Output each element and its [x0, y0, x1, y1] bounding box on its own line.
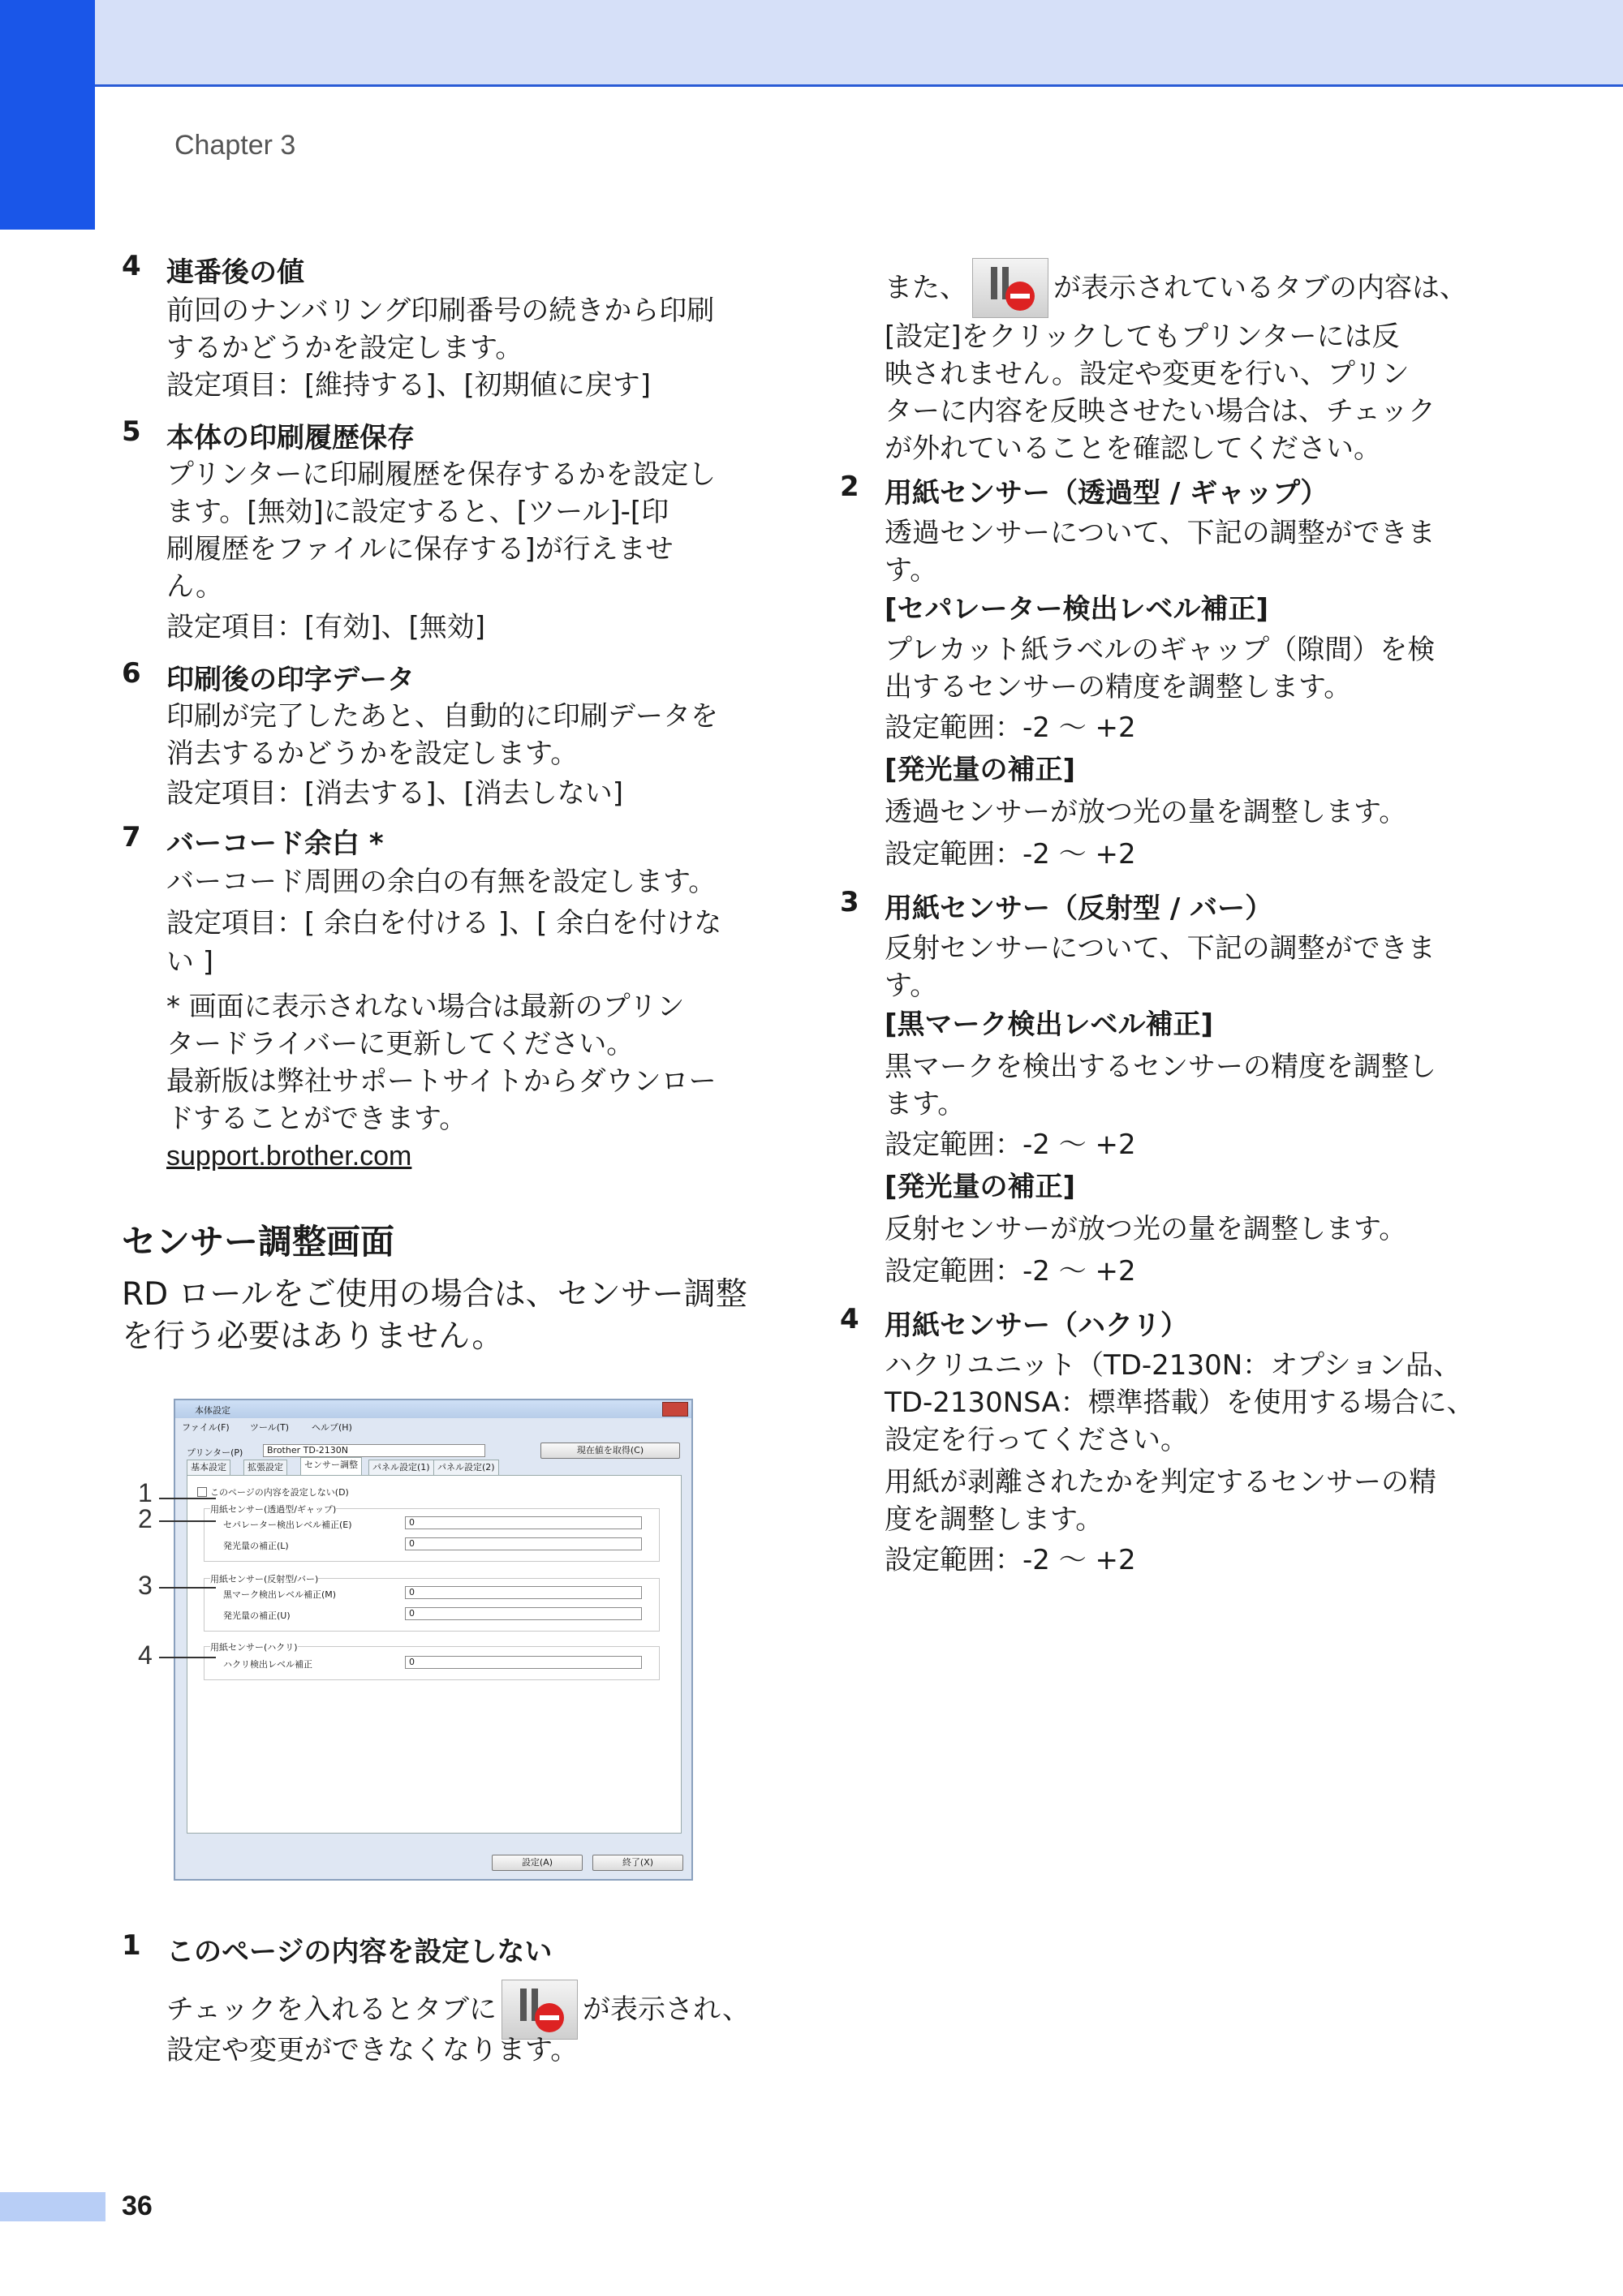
sub-heading: [黒マーク検出レベル補正]: [885, 1008, 1214, 1041]
item-number: 3: [840, 886, 859, 918]
item-setting: 設定項目：[維持する]、[初期値に戻す]: [166, 369, 652, 402]
exit-button[interactable]: 終了(X): [592, 1855, 683, 1871]
dialog-titlebar: [175, 1400, 691, 1418]
value-select[interactable]: 0: [405, 1586, 642, 1599]
checkbox-label: このページの内容を設定しない(D): [210, 1487, 349, 1498]
sub-heading: [セパレーター検出レベル補正]: [885, 593, 1269, 626]
callout-line: [159, 1520, 216, 1522]
item-setting: い ]: [166, 946, 214, 978]
note-text: が外れていることを確認してください。: [885, 432, 1381, 465]
callout-number: 2: [138, 1504, 153, 1533]
get-current-button[interactable]: 現在値を取得(C): [540, 1443, 680, 1459]
item-title: 用紙センサー（反射型 / バー）: [885, 892, 1273, 925]
lock-disabled-icon: [972, 258, 1048, 318]
item-note: タードライバーに更新してください。: [166, 1028, 635, 1060]
item-title: 連番後の値: [166, 256, 304, 289]
item-text: す。: [885, 970, 938, 1002]
item-number: 7: [122, 821, 141, 853]
row-label: セパレーター検出レベル補正(E): [223, 1520, 352, 1530]
tab-panel2[interactable]: パネル設定(2): [433, 1460, 499, 1476]
settings-dialog-screenshot: [174, 1399, 693, 1881]
row-label: 黒マーク検出レベル補正(M): [223, 1589, 337, 1600]
apply-button[interactable]: 設定(A): [492, 1855, 583, 1871]
item-note: ドすることができます。: [166, 1103, 467, 1135]
item-text: 前回のナンバリング印刷番号の続きから印刷: [166, 295, 715, 327]
item-note: * 画面に表示されない場合は最新のプリン: [166, 991, 685, 1023]
note-text: が表示されているタブの内容は、: [1053, 272, 1467, 304]
item-number: 4: [840, 1303, 859, 1335]
item-range: 設定範囲：-2 〜 +2: [885, 1129, 1136, 1161]
value-select[interactable]: 0: [405, 1537, 642, 1550]
callout-number: 1: [138, 1478, 153, 1507]
item-text: TD-2130NSA：標準搭載）を使用する場合に、: [885, 1387, 1474, 1419]
item-text: 反射センサーについて、下記の調整ができま: [885, 932, 1436, 965]
value-select[interactable]: 0: [405, 1607, 642, 1620]
item-text: す。: [885, 554, 938, 587]
tab-basic[interactable]: 基本設定: [187, 1460, 230, 1476]
section-intro: RD ロールをご使用の場合は、センサー調整: [122, 1276, 747, 1313]
note-text: また、: [885, 272, 967, 304]
tab-advanced[interactable]: 拡張設定: [243, 1460, 287, 1476]
tab-panel1[interactable]: パネル設定(1): [368, 1460, 434, 1476]
menu-help[interactable]: ヘルプ(H): [312, 1422, 352, 1433]
value-select[interactable]: 0: [405, 1516, 642, 1529]
note-text: 映されません。設定や変更を行い、プリン: [885, 358, 1410, 390]
item-text: プリンターに印刷履歴を保存するかを設定し: [166, 458, 717, 491]
callout-line: [159, 1587, 216, 1589]
item-setting: 設定項目：[有効]、[無効]: [166, 611, 486, 643]
item-text: するかどうかを設定します。: [166, 332, 523, 364]
page-number-band: [0, 2192, 105, 2221]
item-text: ハクリユニット（TD-2130N：オプション品、: [885, 1349, 1462, 1382]
item-text: ん。: [166, 570, 224, 603]
section-intro: を行う必要はありません。: [122, 1318, 504, 1355]
sub-heading: [発光量の補正]: [885, 1171, 1076, 1203]
group-label: 用紙センサー(ハクリ): [210, 1642, 298, 1653]
item-text: 刷履歴をファイルに保存する]が行えませ: [166, 533, 674, 565]
close-icon[interactable]: [662, 1402, 688, 1417]
item-setting: 設定項目：[ 余白を付ける ]、[ 余白を付けな: [166, 907, 722, 939]
item-range: 設定範囲：-2 〜 +2: [885, 1544, 1136, 1576]
printer-select[interactable]: Brother TD-2130N: [263, 1444, 485, 1457]
item-text: 用紙が剥離されたかを判定するセンサーの精: [885, 1466, 1436, 1498]
item-number: 4: [122, 250, 141, 282]
item-title: このページの内容を設定しない: [166, 1936, 553, 1968]
tab-panel: [187, 1475, 682, 1834]
item-text: 出するセンサーの精度を調整します。: [885, 671, 1352, 703]
item-text: チェックを入れるとタブに: [166, 1993, 497, 2026]
header-band: [0, 0, 1623, 84]
tab-sensor[interactable]: センサー調整: [300, 1457, 362, 1476]
item-title: 用紙センサー（透過型 / ギャップ）: [885, 477, 1328, 510]
item-text: ます。[無効]に設定すると、[ツール]-[印: [166, 496, 669, 528]
item-text: 設定や変更ができなくなります。: [166, 2034, 579, 2066]
item-number: 2: [840, 471, 859, 503]
group-label: 用紙センサー(透過型/ギャップ): [210, 1504, 337, 1515]
sub-heading: [発光量の補正]: [885, 754, 1076, 786]
disable-checkbox[interactable]: [197, 1487, 207, 1497]
support-link[interactable]: support.brother.com: [166, 1141, 412, 1172]
page-number: 36: [122, 2191, 153, 2221]
header-rule: [95, 84, 1623, 87]
menu-file[interactable]: ファイル(F): [182, 1422, 230, 1433]
callout-number: 4: [138, 1640, 153, 1670]
menu-tools[interactable]: ツール(T): [250, 1422, 290, 1433]
item-range: 設定範囲：-2 〜 +2: [885, 838, 1136, 871]
item-range: 設定範囲：-2 〜 +2: [885, 1255, 1136, 1288]
item-setting: 設定項目：[消去する]、[消去しない]: [166, 777, 624, 810]
callout-line: [159, 1498, 216, 1499]
item-text: 黒マークを検出するセンサーの精度を調整し: [885, 1051, 1436, 1083]
item-number: 6: [122, 657, 141, 690]
item-number: 1: [122, 1929, 141, 1962]
callout-line: [159, 1657, 216, 1658]
item-text: 消去するかどうかを設定します。: [166, 737, 579, 770]
item-title: 印刷後の印字データ: [166, 664, 415, 696]
item-text: 度を調整します。: [885, 1503, 1104, 1536]
item-text: 設定を行ってください。: [885, 1424, 1188, 1456]
item-number: 5: [122, 415, 141, 448]
item-note: 最新版は弊社サポートサイトからダウンロー: [166, 1065, 717, 1098]
item-title: 用紙センサー（ハクリ）: [885, 1309, 1188, 1342]
item-text: 反射センサーが放つ光の量を調整します。: [885, 1213, 1407, 1245]
note-text: [設定]をクリックしてもプリンターには反: [885, 320, 1400, 353]
item-text: バーコード周囲の余白の有無を設定します。: [166, 866, 717, 898]
item-text: 透過センサーが放つ光の量を調整します。: [885, 796, 1407, 828]
dialog-title: 本体設定: [195, 1405, 230, 1416]
row-label: 発光量の補正(L): [223, 1541, 289, 1551]
chapter-tab: [0, 0, 95, 230]
item-title: 本体の印刷履歴保存: [166, 422, 415, 454]
item-text: プレカット紙ラベルのギャップ（隙間）を検: [885, 634, 1436, 666]
row-label: ハクリ検出レベル補正: [223, 1659, 312, 1670]
item-range: 設定範囲：-2 〜 +2: [885, 712, 1136, 744]
group-label: 用紙センサー(反射型/バー): [210, 1574, 319, 1584]
section-title: センサー調整画面: [122, 1222, 395, 1262]
printer-label: プリンター(P): [187, 1447, 243, 1458]
row-label: 発光量の補正(U): [223, 1610, 291, 1621]
value-select[interactable]: 0: [405, 1656, 642, 1669]
item-text: 透過センサーについて、下記の調整ができま: [885, 517, 1436, 549]
item-title: バーコード余白 *: [166, 828, 384, 860]
note-text: ターに内容を反映させたい場合は、チェック: [885, 395, 1436, 428]
item-text: が表示され、: [582, 1993, 751, 2026]
lock-disabled-icon: [502, 1980, 578, 2040]
callout-number: 3: [138, 1571, 153, 1600]
item-text: 印刷が完了したあと、自動的に印刷データを: [166, 700, 718, 733]
chapter-label: Chapter 3: [174, 130, 296, 161]
item-text: ます。: [885, 1088, 966, 1120]
